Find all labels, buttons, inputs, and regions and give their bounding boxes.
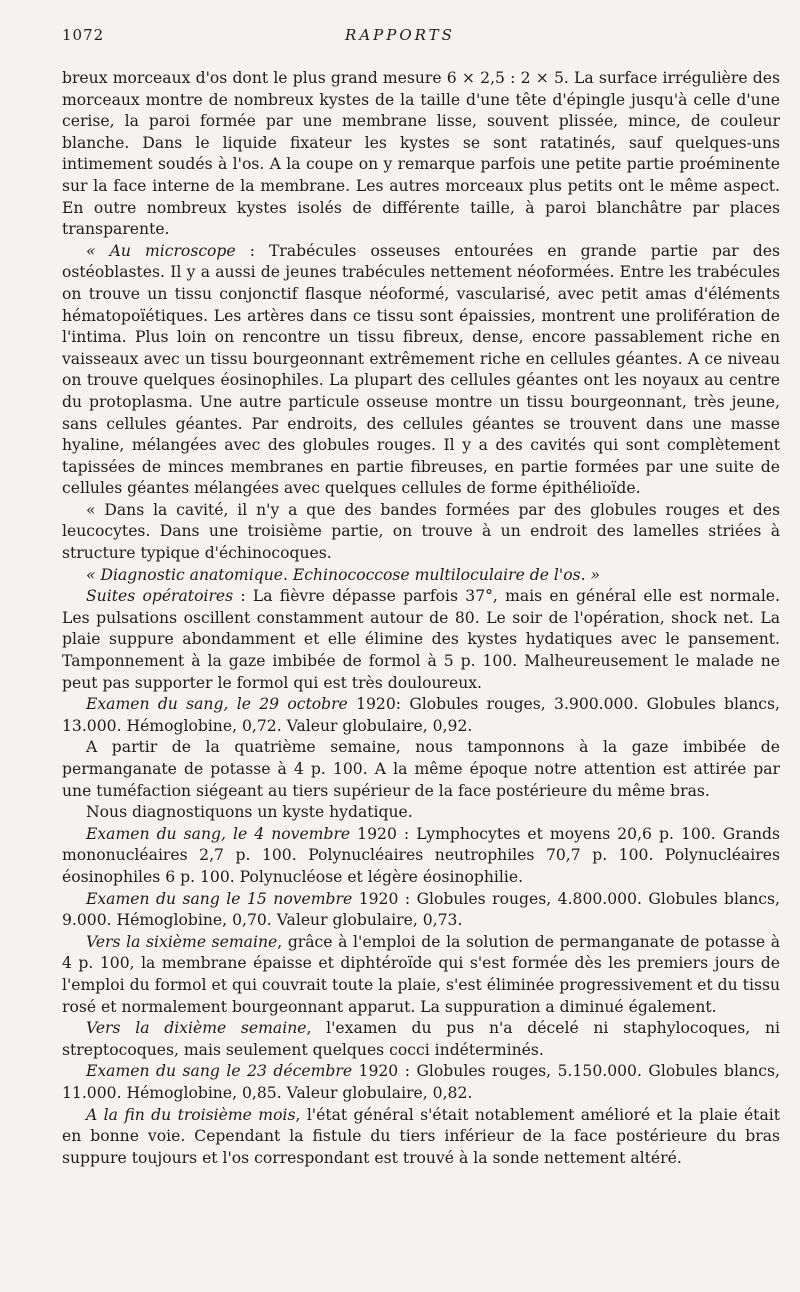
- paragraph: [62, 1105, 780, 1170]
- paragraph-text: , l'examen du pus n'a décelé ni staphylocoques, ni streptocoques, mais seulement quelques cocci indéterminés.: [62, 1019, 780, 1059]
- paragraph: [62, 1018, 780, 1061]
- paragraph-text: 1920 : Globules rouges, 5.150.000. Globules blancs, 11.000. Hémoglobine, 0,85. Valeur globulaire, 0,82.: [62, 1062, 780, 1102]
- paragraph: [62, 932, 780, 1018]
- paragraph-text: Nous diagnostiquons un kyste hydatique.: [86, 803, 413, 822]
- paragraph-lead: « Au microscope: [86, 241, 236, 260]
- page-header: [62, 22, 738, 46]
- paragraph-lead: Examen du sang le 15 novembre: [86, 889, 353, 908]
- paragraph: [62, 241, 780, 500]
- paragraph-text: « Dans la cavité, il n'y a que des bandes formées par des globules rouges et des leucocytes. Dans une troisième partie, on trouve à un endroit des lamelles striées à structure typique d'échinocoques.: [62, 500, 780, 563]
- paragraph-lead: A la fin du troisième mois: [86, 1105, 296, 1124]
- paragraph: [62, 68, 780, 241]
- paragraph-text: breux morceaux d'os dont le plus grand mesure 6 × 2,5 : 2 × 5. La surface irrégulière des morceaux montre de nombreux kystes de la taille d'une tête d'épingle jusqu'à celle d'une cerise, la paroi formée par une membrane lisse, souvent plissée, mince, de couleur blanche. Dans le liquide fixateur les kystes se sont ratatinés, sauf quelques-uns intimement soudés à l'os. A la coupe on y remarque parfois une petite partie proéminente sur la face interne de la membrane. Les autres morceaux plus petits ont le même aspect. En outre nombreux kystes isolés de différente taille, à paroi blanchâtre par places transparente.: [62, 69, 780, 239]
- paragraph-text: : La fièvre dépasse parfois 37°, mais en général elle est normale. Les pulsations oscillent constamment autour de 80. Le soir de l'opération, shock net. La plaie suppure abondamment et elle élimine des kystes hydatiques avec le pansement. Tamponnement à la gaze imbibée de formol à 5 p. 100. Malheureusement le malade ne peut pas supporter le formol qui est très douloureux.: [62, 587, 780, 692]
- page-number: 1072: [62, 26, 105, 44]
- paragraph: [62, 500, 780, 565]
- paragraph: [62, 565, 780, 587]
- paragraph: [62, 824, 780, 889]
- paragraph-text: 1920: Globules rouges, 3.900.000. Globules blancs, 13.000. Hémoglobine, 0,72. Valeur globulaire, 0,92.: [62, 695, 780, 735]
- paragraph: [62, 694, 780, 737]
- paragraph-text: 1920 : Lymphocytes et moyens 20,6 p. 100. Grands mononucléaires 2,7 p. 100. Polynucléaires neutrophiles 70,7 p. 100. Polynucléaires éosinophiles 6 p. 100. Polynucléose et légère éosinophilie.: [62, 824, 780, 886]
- paragraph: [62, 802, 780, 824]
- paragraph: [62, 1061, 780, 1104]
- paragraph-text: A partir de la quatrième semaine, nous tamponnons à la gaze imbibée de permanganate de potasse à 4 p. 100. A la même époque notre attention est attirée par une tuméfaction siégeant au tiers supérieur de la face postérieure du même bras.: [62, 738, 780, 800]
- paragraph-lead: Vers la sixième semaine: [86, 932, 278, 951]
- paragraph: [62, 737, 780, 802]
- paragraph-lead: Vers la dixième semaine: [86, 1019, 307, 1038]
- paragraph-text: 1920 : Globules rouges, 4.800.000. Globules blancs, 9.000. Hémoglobine, 0,70. Valeur globulaire, 0,73.: [62, 889, 780, 930]
- article-body: [62, 68, 780, 1169]
- paragraph: [62, 586, 780, 694]
- paragraph-lead: « Diagnostic anatomique. Echinococcose multiloculaire de l'os. »: [86, 565, 601, 584]
- paragraph-text: : Trabécules osseuses entourées en grande partie par des ostéoblastes. Il y a aussi de jeunes trabécules nettement néoformées. Entre les trabécules on trouve un tissu conjonctif flasque néoformé, vascularisé, avec petit amas d'éléments hématopoïétiques. Les artères dans ce tissu sont épaissies, montrent une prolifération de l'intima. Plus loin on rencontre un tissu fibreux, dense, encore passablement riche en vaisseaux avec un tissu bourgeonnant extrêmement riche en cellules géantes. A ce niveau on trouve quelques éosinophiles. La plupart des cellules géantes ont les noyaux au centre du protoplasma. Une autre particule osseuse montre un tissu bourgeonnant, très jeune, sans cellules géantes. Par endroits, des cellules géantes se trouvent dans une masse hyaline, mélangées avec des globules rouges. Il y a des cavités qui sont complètement tapissées de minces membranes en partie fibreuses, en partie formées par une suite de cellules géantes mélangées avec quelques cellules de forme épithélioïde.: [62, 241, 780, 498]
- paragraph-lead: Examen du sang le 23 décembre: [86, 1062, 353, 1081]
- running-head: RAPPORTS: [345, 26, 455, 44]
- paragraph-text: , l'état général s'était notablement amélioré et la plaie était en bonne voie. Cependant la fistule du tiers inférieur de la face postérieure du bras suppure toujours et l'os correspondant est trouvé à la sonde nettement altéré.: [62, 1105, 781, 1167]
- paragraph-lead: Examen du sang, le 4 novembre: [86, 824, 351, 843]
- paragraph: [62, 889, 780, 932]
- paragraph-lead: Examen du sang, le 29 octobre: [86, 695, 348, 714]
- paragraph-text: , grâce à l'emploi de la solution de permanganate de potasse à 4 p. 100, la membrane épaisse et diphtéroïde qui s'est formée dès les premiers jours de l'emploi du formol et qui couvrait toute la plaie, s'est éliminée progressivement et du tissu rosé et normalement bourgeonnant apparut. La suppuration a diminué également.: [62, 932, 781, 1016]
- paragraph-lead: Suites opératoires: [86, 587, 234, 606]
